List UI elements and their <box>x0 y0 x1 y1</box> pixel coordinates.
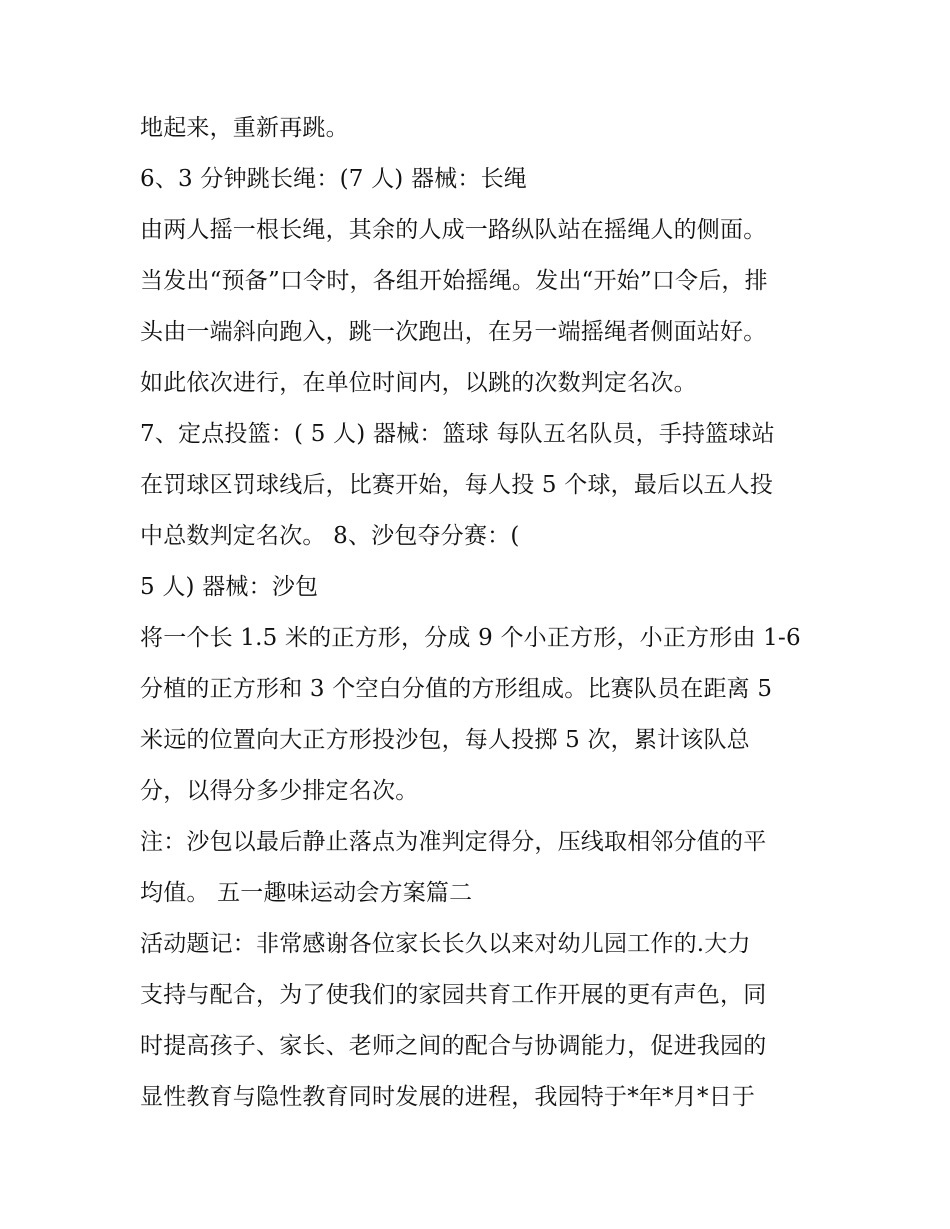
text-line-3: 由两人摇一根长绳，其余的人成一路纵队站在摇绳人的侧面。 <box>140 217 767 243</box>
text-line-15: 注：沙包以最后静止落点为准判定得分，压线取相邻分值的平 <box>140 829 767 855</box>
text-line-9: 中总数判定名次。 8、沙包夺分赛：( <box>140 523 520 549</box>
text-line-20: 显性教育与隐性教育同时发展的进程，我园特于*年*月*日于 <box>140 1084 756 1110</box>
text-line-2: 6、3 分钟跳长绳：(7 人) 器械：长绳 <box>140 166 527 192</box>
text-line-11: 将一个长 1.5 米的正方形，分成 9 个小正方形，小正方形由 1-6 <box>140 625 801 651</box>
text-line-7: 7、定点投篮：( 5 人) 器械：篮球 每队五名队员，手持篮球站 <box>140 421 775 447</box>
text-line-8: 在罚球区罚球线后，比赛开始，每人投 5 个球，最后以五人投 <box>140 472 774 498</box>
text-line-12: 分植的正方形和 3 个空白分值的方形组成。比赛队员在距离 5 <box>140 676 773 702</box>
text-line-18: 支持与配合，为了使我们的家园共育工作开展的更有声色，同 <box>140 982 767 1008</box>
text-line-17: 活动题记：非常感谢各位家长长久以来对幼儿园工作的.大力 <box>140 931 751 957</box>
text-line-14: 分，以得分多少排定名次。 <box>140 778 419 804</box>
text-line-13: 米远的位置向大正方形投沙包，每人投掷 5 次，累计该队总 <box>140 727 750 753</box>
text-line-19: 时提高孩子、家长、老师之间的配合与协调能力，促进我园的 <box>140 1033 767 1059</box>
text-line-10: 5 人) 器械：沙包 <box>140 574 319 600</box>
text-line-1: 地起来，重新再跳。 <box>140 115 349 141</box>
text-line-4: 当发出“预备”口令时，各组开始摇绳。发出“开始”口令后，排 <box>140 268 768 294</box>
text-line-6: 如此依次进行，在单位时间内，以跳的次数判定名次。 <box>140 370 697 396</box>
text-line-5: 头由一端斜向跑入，跳一次跑出，在另一端摇绳者侧面站好。 <box>140 319 767 345</box>
text-line-16: 均值。 五一趣味运动会方案篇二 <box>140 880 473 906</box>
